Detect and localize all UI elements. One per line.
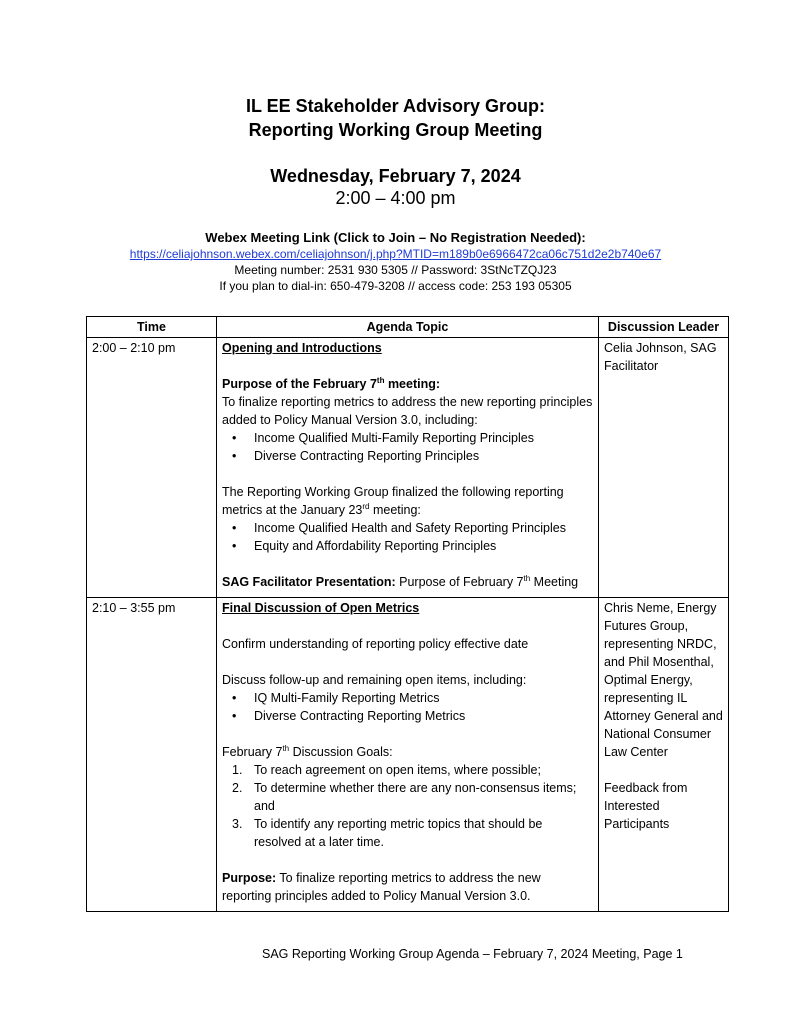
header-time: Time — [87, 317, 217, 338]
table-header-row — [87, 317, 729, 338]
row1-leader: Celia Johnson, SAG Facilitator — [599, 338, 729, 598]
agenda-table — [86, 316, 729, 912]
page-footer: SAG Reporting Working Group Agenda – February 7, 2024 Meeting, Page 1 — [262, 947, 683, 961]
row2-purpose: Purpose: To finalize reporting metrics to address the new reporting principles added to Policy Manual Version 3.0. — [222, 871, 541, 903]
row1-title: Opening and Introductions — [222, 341, 382, 355]
list-item: 3. To identify any reporting metric topics that should be resolved at a later time. — [232, 817, 543, 849]
row2-time: 2:10 – 3:55 pm — [87, 598, 217, 912]
list-item: 2. To determine whether there are any non-consensus items; and — [232, 781, 577, 813]
list-item: • IQ Multi-Family Reporting Metrics — [254, 689, 593, 707]
list-item: • Income Qualified Health and Safety Reporting Principles — [254, 519, 593, 537]
row2-topic — [217, 598, 599, 912]
header-leader: Discussion Leader — [599, 317, 729, 338]
row2-leader-primary: Chris Neme, Energy Futures Group, representing NRDC, and Phil Mosenthal, Optimal Energy, representing IL Attorney General and National Consumer Law Center — [604, 601, 723, 759]
row1-finalized-text: The Reporting Working Group finalized the following reporting metrics at the January 23rd meeting: — [222, 485, 564, 517]
row2-discuss: Discuss follow-up and remaining open items, including: — [222, 673, 527, 687]
title-line-2: Reporting Working Group Meeting — [248, 120, 543, 140]
row2-title: Final Discussion of Open Metrics — [222, 601, 420, 615]
webex-link[interactable]: https://celiajohnson.webex.com/celiajohnson/j.php?MTID=m189b0e6966472ca06c751d2e2b740e67 — [129, 247, 662, 261]
meeting-number: Meeting number: 2531 930 5305 // Password: 3StNcTZQJ23 — [234, 263, 557, 277]
meeting-date: Wednesday, February 7, 2024 — [270, 166, 521, 186]
webex-heading: Webex Meeting Link (Click to Join – No Registration Needed): — [205, 230, 586, 245]
row2-goals-heading: February 7th Discussion Goals: — [222, 743, 393, 759]
row2-leader — [599, 598, 729, 912]
row1-purpose-text: To finalize reporting metrics to address the new reporting principles added to Policy Manual Version 3.0, including: — [222, 395, 593, 427]
row1-bullets-a — [222, 429, 593, 465]
page-title — [0, 94, 791, 142]
table-row — [87, 598, 729, 912]
row2-bullets — [222, 689, 593, 725]
meeting-time: 2:00 – 4:00 pm — [335, 188, 456, 208]
row2-confirm: Confirm understanding of reporting policy effective date — [222, 637, 529, 651]
row1-bullets-b — [222, 519, 593, 555]
row2-leader-secondary: Feedback from Interested Participants — [604, 781, 688, 831]
list-item: • Diverse Contracting Reporting Principles — [254, 447, 593, 465]
table-row — [87, 338, 729, 598]
meeting-date-block — [0, 165, 791, 209]
list-item: • Income Qualified Multi-Family Reporting Principles — [254, 429, 593, 447]
dial-in-info: If you plan to dial-in: 650-479-3208 // access code: 253 193 05305 — [219, 279, 572, 293]
row1-purpose-heading: Purpose of the February 7th meeting: — [222, 375, 441, 391]
list-item: 1. To reach agreement on open items, where possible; — [232, 763, 541, 777]
list-item: • Diverse Contracting Reporting Metrics — [254, 707, 593, 725]
row1-presentation: SAG Facilitator Presentation: Purpose of February 7th Meeting — [222, 573, 579, 589]
row1-topic — [217, 338, 599, 598]
header-topic: Agenda Topic — [217, 317, 599, 338]
list-item: • Equity and Affordability Reporting Principles — [254, 537, 593, 555]
webex-info — [0, 230, 791, 294]
row2-goals — [222, 761, 593, 851]
title-line-1: IL EE Stakeholder Advisory Group: — [245, 96, 546, 116]
row1-time: 2:00 – 2:10 pm — [87, 338, 217, 598]
